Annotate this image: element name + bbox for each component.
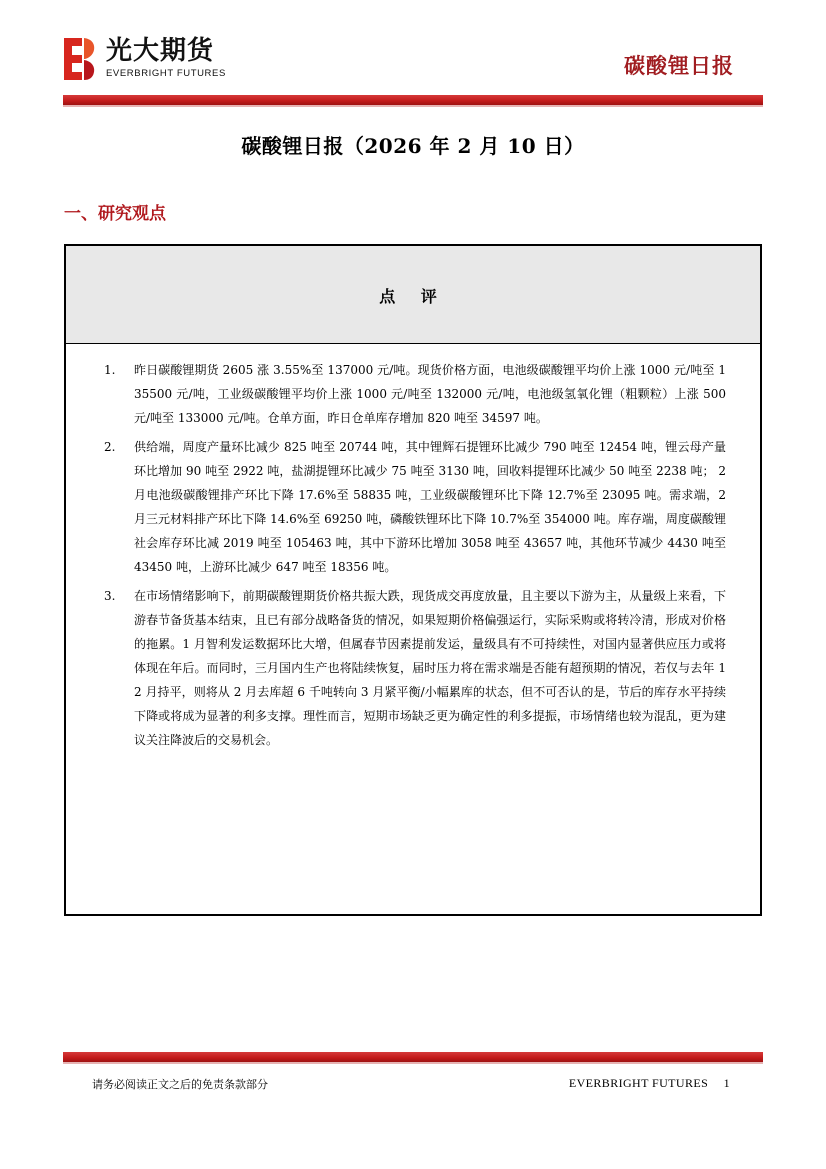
comment-list: [66, 358, 760, 757]
footer-divider-shadow: [63, 1062, 763, 1064]
item-text: 在市场情绪影响下，前期碳酸锂期货价格共振大跌，现货成交再度放量，且主要以下游为主，从量级上来看，下游春节备货基本结束，且已有部分战略备货的情况，如果短期价格偏强运行，实际采购或将转冷清，形成对价格的拖累。1 月智利发运数据环比大增，但属春节因素提前发运，量级具有不可持续性，对国内显著供应压力或将体现在年后。而同时，三月国内生产也将陆续恢复，届时压力将在需求端是否能有超预期的情况，若仅与去年 12 月持平，则将从 2 月去库超 6 千吨转向 3 月紧平衡/小幅累库的状态，但不可否认的是，节后的库存水平持续下降或将成为显著的利多支撑。理性而言，短期市场缺乏更为确定性的利多提振，市场情绪也较为混乱，更为建议关注降波后的交易机会。: [134, 589, 726, 747]
list-item: [66, 584, 760, 752]
page-header: [0, 0, 826, 110]
page-number: 1: [723, 1076, 730, 1090]
list-item: [66, 435, 760, 579]
header-divider-shadow: [63, 105, 763, 107]
comment-header: [66, 246, 760, 344]
everbright-logo-icon: [62, 36, 96, 82]
footer-company-page: [569, 1076, 730, 1091]
footer-company: EVERBRIGHT FUTURES: [568, 1076, 709, 1090]
item-text: 供给端，周度产量环比减少 825 吨至 20744 吨，其中锂辉石提锂环比减少 790 吨至 12454 吨，锂云母产量环比增加 90 吨至 2922 吨，盐湖提锂环比减少 75 吨至 3130 吨，回收料提锂环比减少 50 吨至 2238 吨； 2 月电池级碳酸锂排产环比下降 17.6%至 58835 吨，工业级碳酸锂环比下降 12.7%至 23095 吨。需求端，2 月三元材料排产环比下降 14.6%至 69250 吨，磷酸铁锂环比下降 10.7%至 354000 吨。库存端，周度碳酸锂社会库存环比减 2019 吨至 105463 吨，其中下游环比增加 3058 吨至 43657 吨，其他环节减少 4430 吨至 43450 吨，上游环比减少 647 吨至 18356 吨。: [134, 440, 726, 574]
document-title: 碳酸锂日报（2026 年 2 月 10 日）: [241, 134, 585, 158]
item-number: 2.: [104, 440, 116, 454]
list-item: [66, 358, 760, 430]
comment-box: [64, 244, 762, 916]
item-number: 3.: [104, 589, 116, 603]
header-report-name: 碳酸锂日报: [624, 54, 734, 78]
footer-divider: [63, 1052, 763, 1062]
company-logo: [62, 36, 242, 82]
item-number: 1.: [104, 363, 116, 377]
logo-chinese-name: 光大期货: [106, 36, 215, 66]
comment-header-text: 点 评: [379, 287, 447, 306]
header-divider: [63, 95, 763, 105]
section-heading: 一、研究观点: [64, 204, 166, 224]
item-text: 昨日碳酸锂期货 2605 涨 3.55%至 137000 元/吨。现货价格方面，电池级碳酸锂平均价上涨 1000 元/吨至 135500 元/吨，工业级碳酸锂平均价上涨 1000 元/吨至 132000 元/吨，电池级氢氧化锂（粗颗粒）上涨 500 元/吨至 133000 元/吨。仓单方面，昨日仓单库存增加 820 吨至 34597 吨。: [134, 363, 726, 425]
footer-disclaimer: 请务必阅读正文之后的免责条款部分: [92, 1078, 268, 1091]
logo-english-name: EVERBRIGHT FUTURES: [106, 68, 226, 79]
